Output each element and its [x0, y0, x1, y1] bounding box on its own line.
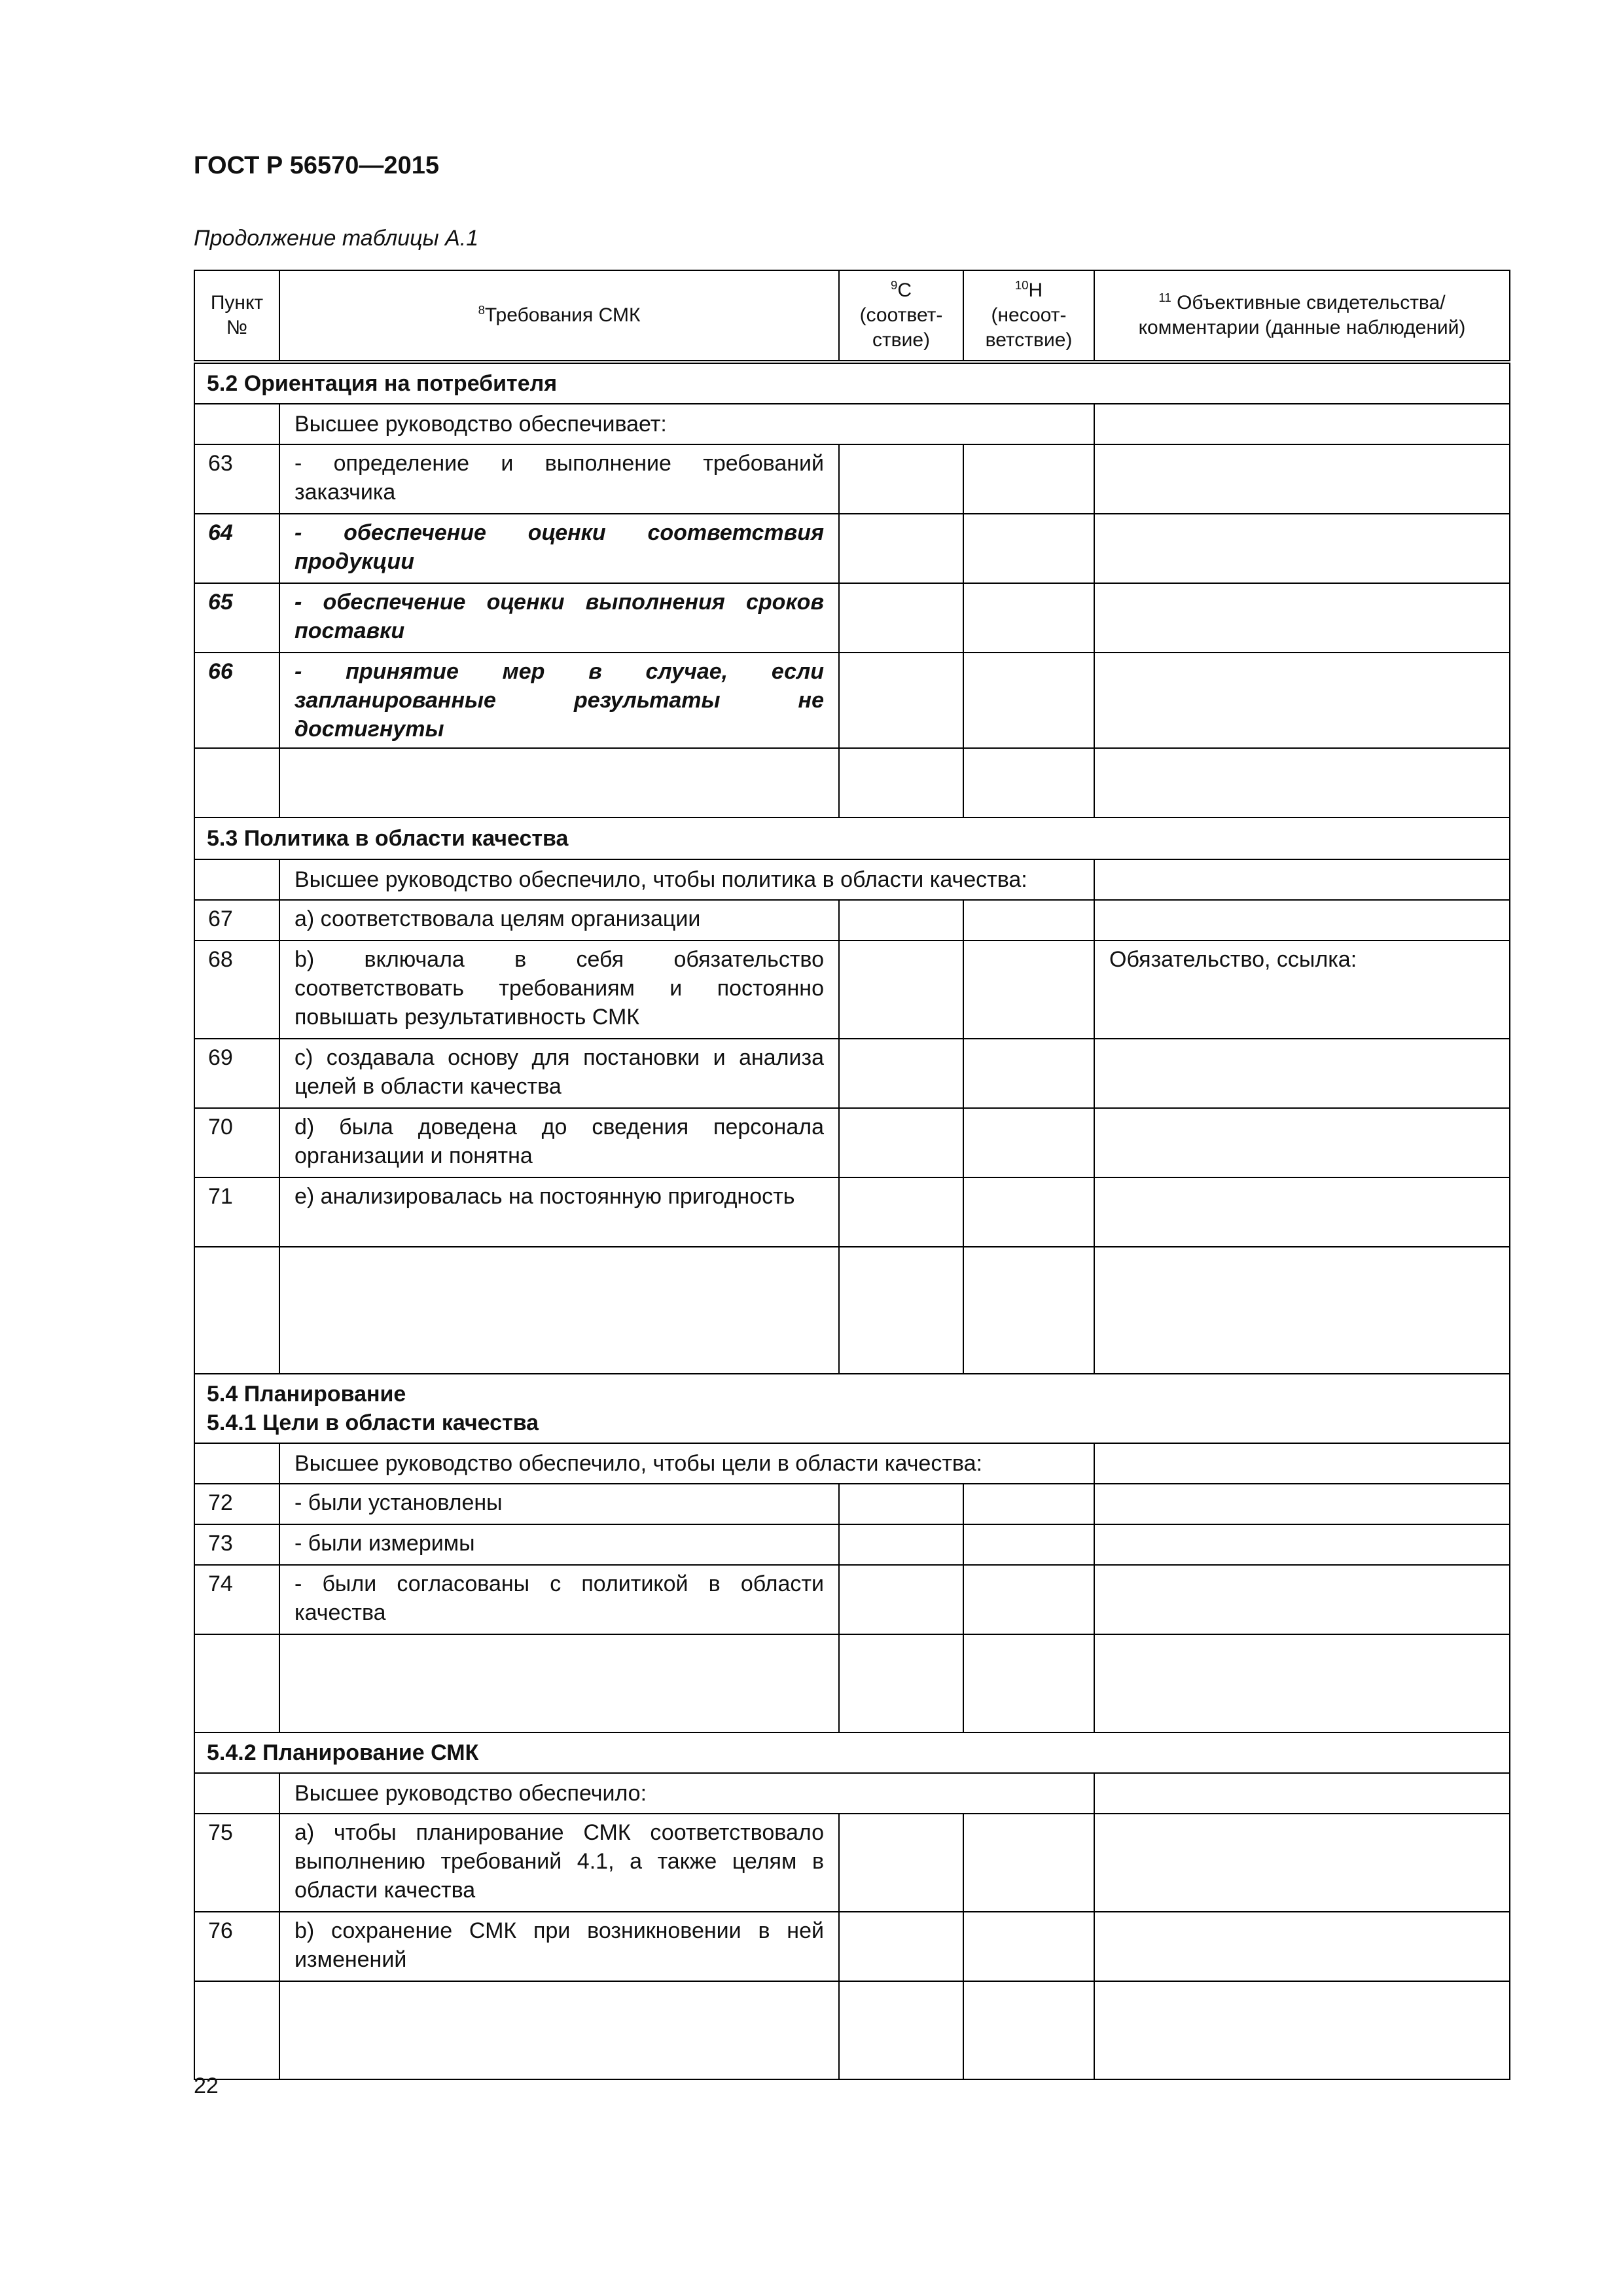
table-row — [194, 514, 1510, 583]
section-title — [194, 817, 1510, 859]
conformity-cell[interactable] — [839, 1814, 963, 1912]
header-nonconformity-footnote: 10 — [1014, 278, 1029, 292]
blank-row — [194, 1981, 1510, 2079]
evidence-cell[interactable] — [1094, 1524, 1510, 1565]
conformity-cell[interactable] — [839, 583, 963, 653]
conformity-cell[interactable] — [839, 941, 963, 1039]
header-requirements-footnote: 8 — [478, 303, 485, 317]
item-number: 75 — [194, 1814, 279, 1912]
table-row — [194, 941, 1510, 1039]
table-body — [194, 362, 1510, 2079]
section-title-line: 5.4.1 Цели в области качества — [207, 1410, 539, 1435]
conformity-cell[interactable] — [839, 1039, 963, 1108]
section-title-row — [194, 817, 1510, 859]
nonconformity-cell[interactable] — [963, 1912, 1094, 1981]
requirement-text: c) создавала основу для постановки и анализа целей в области качества — [279, 1039, 839, 1108]
nonconformity-cell[interactable] — [963, 1177, 1094, 1247]
section-title — [194, 362, 1510, 404]
nonconformity-cell[interactable] — [963, 941, 1094, 1039]
evidence-cell[interactable] — [1094, 748, 1510, 817]
item-number: 74 — [194, 1565, 279, 1634]
nonconformity-cell[interactable] — [963, 1039, 1094, 1108]
evidence-cell[interactable] — [1094, 583, 1510, 653]
requirement-text: a) чтобы планирование СМК соответствовало выполнению требований 4.1, а также целям в области качества — [279, 1814, 839, 1912]
section-intro-row — [194, 404, 1510, 444]
empty-cell — [194, 1443, 279, 1484]
requirement-text: - были согласованы с политикой в области качества — [279, 1565, 839, 1634]
requirement-text: - были установлены — [279, 1484, 839, 1524]
section-intro-text: Высшее руководство обеспечило, чтобы цели в области качества: — [279, 1443, 1094, 1484]
page-number: 22 — [194, 2073, 219, 2098]
table-row — [194, 1912, 1510, 1981]
item-number: 66 — [194, 653, 279, 748]
item-number: 64 — [194, 514, 279, 583]
table-caption: Продолжение таблицы А.1 — [194, 226, 479, 251]
section-intro-row — [194, 1773, 1510, 1814]
section-title-line: 5.4.2 Планирование СМК — [207, 1740, 479, 1765]
header-evidence-label: Объективные свидетельства/ комментарии (данные наблюдений) — [1138, 292, 1466, 338]
document-code: ГОСТ Р 56570—2015 — [194, 152, 439, 179]
section-title-line: 5.3 Политика в области качества — [207, 826, 569, 851]
evidence-cell[interactable] — [1094, 1912, 1510, 1981]
header-nonconformity-label: Н (несоот-ветствие) — [985, 279, 1073, 351]
item-number: 72 — [194, 1484, 279, 1524]
header-conformity-footnote: 9 — [890, 278, 898, 292]
empty-cell — [1094, 1773, 1510, 1814]
item-number: 65 — [194, 583, 279, 653]
empty-cell — [194, 859, 279, 900]
table-row — [194, 1108, 1510, 1177]
nonconformity-cell[interactable] — [963, 1247, 1094, 1374]
evidence-cell[interactable] — [1094, 1484, 1510, 1524]
nonconformity-cell[interactable] — [963, 1814, 1094, 1912]
evidence-cell[interactable] — [1094, 514, 1510, 583]
requirement-text: - обеспечение оценки соответствия продукции — [279, 514, 839, 583]
item-number: 68 — [194, 941, 279, 1039]
item-number: 67 — [194, 900, 279, 941]
header-item-number — [194, 270, 279, 362]
conformity-cell[interactable] — [839, 1524, 963, 1565]
header-requirements — [279, 270, 839, 362]
section-intro-row — [194, 1443, 1510, 1484]
evidence-cell[interactable] — [1094, 1981, 1510, 2079]
nonconformity-cell[interactable] — [963, 1108, 1094, 1177]
empty-cell — [1094, 859, 1510, 900]
empty-cell — [194, 1634, 279, 1732]
empty-cell — [279, 1634, 839, 1732]
nonconformity-cell[interactable] — [963, 1981, 1094, 2079]
table-row — [194, 653, 1510, 748]
evidence-cell[interactable] — [1094, 1177, 1510, 1247]
requirement-text: a) соответствовала целям организации — [279, 900, 839, 941]
conformity-cell[interactable] — [839, 653, 963, 748]
conformity-cell[interactable] — [839, 514, 963, 583]
section-title — [194, 1374, 1510, 1443]
nonconformity-cell[interactable] — [963, 514, 1094, 583]
conformity-cell[interactable] — [839, 1247, 963, 1374]
conformity-cell[interactable] — [839, 900, 963, 941]
section-title — [194, 1732, 1510, 1773]
section-intro-text: Высшее руководство обеспечивает: — [279, 404, 1094, 444]
requirement-text: - определение и выполнение требований заказчика — [279, 444, 839, 514]
requirement-text: b) сохранение СМК при возникновении в ней изменений — [279, 1912, 839, 1981]
requirement-text: - обеспечение оценки выполнения сроков поставки — [279, 583, 839, 653]
conformity-cell[interactable] — [839, 1565, 963, 1634]
nonconformity-cell[interactable] — [963, 653, 1094, 748]
empty-cell — [279, 748, 839, 817]
empty-cell — [194, 1247, 279, 1374]
conformity-cell[interactable] — [839, 1108, 963, 1177]
blank-row — [194, 748, 1510, 817]
nonconformity-cell[interactable] — [963, 1565, 1094, 1634]
nonconformity-cell[interactable] — [963, 444, 1094, 514]
conformity-cell[interactable] — [839, 1484, 963, 1524]
nonconformity-cell[interactable] — [963, 748, 1094, 817]
requirements-table — [194, 270, 1510, 2080]
header-conformity — [839, 270, 963, 362]
conformity-cell[interactable] — [839, 1912, 963, 1981]
conformity-cell[interactable] — [839, 748, 963, 817]
conformity-cell[interactable] — [839, 1981, 963, 2079]
requirement-text: b) включала в себя обязательство соответствовать требованиям и постоянно повышать результативность СМК — [279, 941, 839, 1039]
nonconformity-cell[interactable] — [963, 1524, 1094, 1565]
empty-cell — [194, 404, 279, 444]
section-title-row — [194, 1374, 1510, 1443]
empty-cell — [1094, 404, 1510, 444]
header-item-label: Пункт № — [210, 292, 264, 338]
section-title-row — [194, 1732, 1510, 1773]
item-number: 76 — [194, 1912, 279, 1981]
item-number: 70 — [194, 1108, 279, 1177]
evidence-cell[interactable] — [1094, 1634, 1510, 1732]
nonconformity-cell[interactable] — [963, 900, 1094, 941]
evidence-cell[interactable] — [1094, 653, 1510, 748]
evidence-cell[interactable] — [1094, 1814, 1510, 1912]
evidence-cell[interactable] — [1094, 1039, 1510, 1108]
requirement-text: d) была доведена до сведения персонала организации и понятна — [279, 1108, 839, 1177]
header-evidence-footnote: 11 — [1158, 291, 1171, 304]
item-number: 73 — [194, 1524, 279, 1565]
table-row — [194, 444, 1510, 514]
item-number: 71 — [194, 1177, 279, 1247]
evidence-cell[interactable] — [1094, 444, 1510, 514]
header-evidence — [1094, 270, 1510, 362]
header-nonconformity — [963, 270, 1094, 362]
table-row — [194, 1177, 1510, 1247]
empty-cell — [279, 1981, 839, 2079]
evidence-cell[interactable]: Обязательство, ссылка: — [1094, 941, 1510, 1039]
nonconformity-cell[interactable] — [963, 1634, 1094, 1732]
item-number: 63 — [194, 444, 279, 514]
evidence-cell[interactable] — [1094, 1247, 1510, 1374]
section-intro-text: Высшее руководство обеспечило: — [279, 1773, 1094, 1814]
section-title-line: 5.4 Планирование — [207, 1382, 406, 1407]
section-intro-text: Высшее руководство обеспечило, чтобы политика в области качества: — [279, 859, 1094, 900]
section-title-row — [194, 362, 1510, 404]
empty-cell — [279, 1247, 839, 1374]
empty-cell — [194, 748, 279, 817]
table-row — [194, 1814, 1510, 1912]
table-row — [194, 583, 1510, 653]
table-header-row — [194, 270, 1510, 362]
conformity-cell[interactable] — [839, 1177, 963, 1247]
item-number: 69 — [194, 1039, 279, 1108]
nonconformity-cell[interactable] — [963, 1484, 1094, 1524]
evidence-cell[interactable] — [1094, 1108, 1510, 1177]
requirement-text: e) анализировалась на постоянную пригодность — [279, 1177, 839, 1247]
conformity-cell[interactable] — [839, 1634, 963, 1732]
nonconformity-cell[interactable] — [963, 583, 1094, 653]
requirement-text: - принятие мер в случае, если запланированные результаты не достигнуты — [279, 653, 839, 748]
table-row — [194, 1484, 1510, 1524]
section-title-line: 5.2 Ориентация на потребителя — [207, 371, 558, 396]
table-row — [194, 1039, 1510, 1108]
section-intro-row — [194, 859, 1510, 900]
table-row — [194, 1524, 1510, 1565]
header-requirements-label: Требования СМК — [484, 304, 641, 326]
blank-row — [194, 1634, 1510, 1732]
empty-cell — [194, 1981, 279, 2079]
table-row — [194, 1565, 1510, 1634]
empty-cell — [1094, 1443, 1510, 1484]
empty-cell — [194, 1773, 279, 1814]
table-row — [194, 900, 1510, 941]
header-conformity-label: С (соответ-ствие) — [859, 279, 943, 351]
evidence-cell[interactable] — [1094, 900, 1510, 941]
requirement-text: - были измеримы — [279, 1524, 839, 1565]
blank-row — [194, 1247, 1510, 1374]
evidence-cell[interactable] — [1094, 1565, 1510, 1634]
conformity-cell[interactable] — [839, 444, 963, 514]
